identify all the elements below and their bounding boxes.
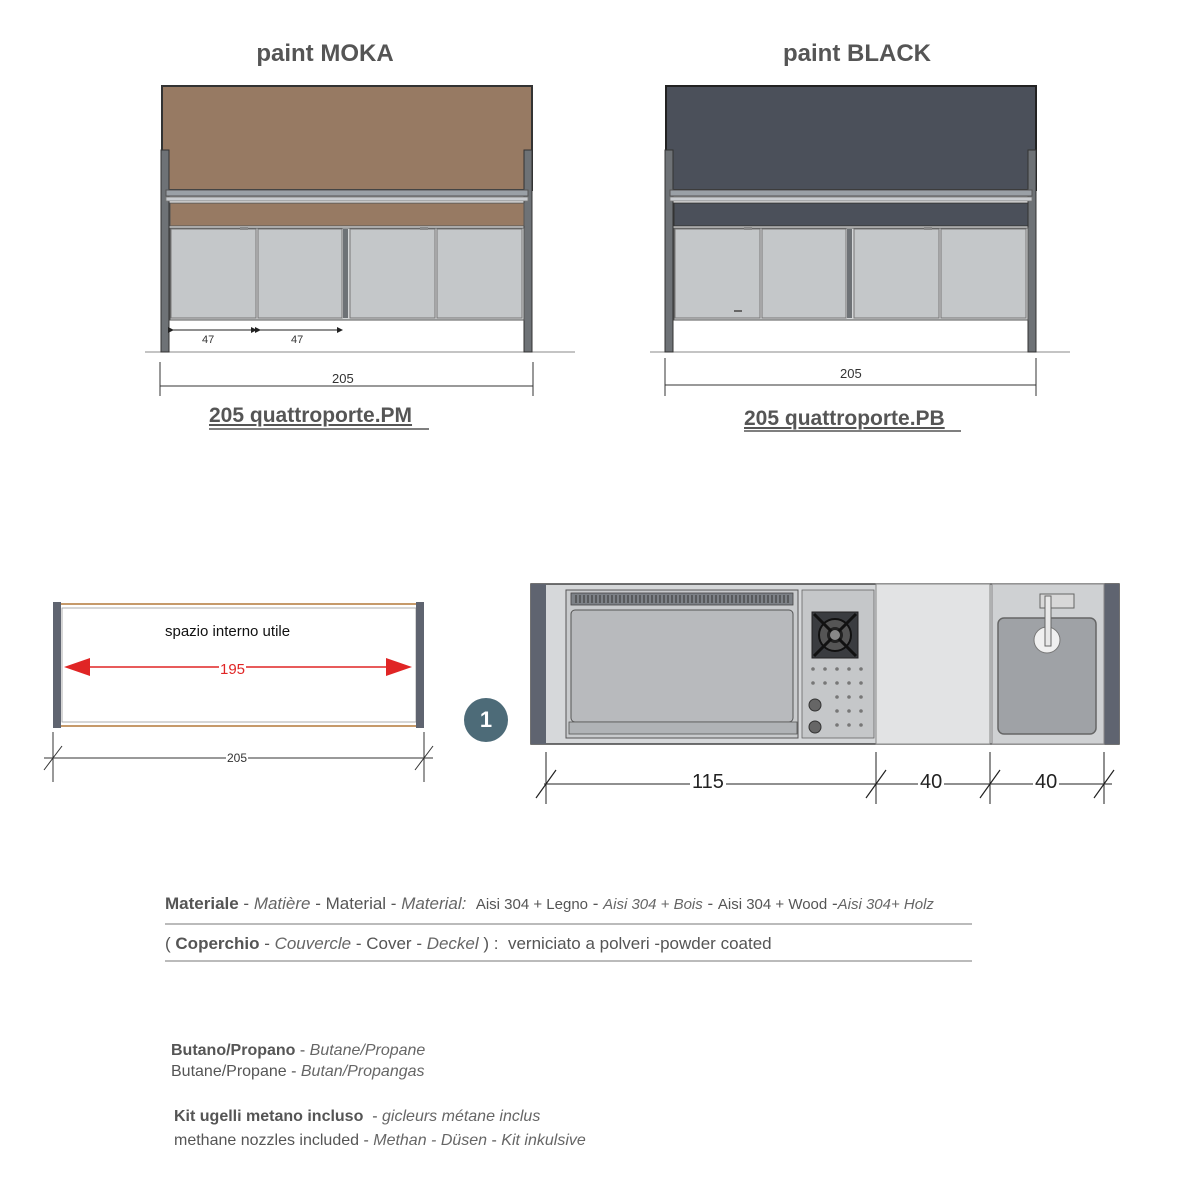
elevation-black — [650, 86, 1070, 396]
moka-model-name: 205 quattroporte.PM — [209, 404, 413, 427]
black-lid — [666, 86, 1036, 190]
cover-spec: ( Coperchio - Couvercle - Cover - Deckel ) : verniciato a polveri -powder coated — [165, 934, 772, 953]
kit-de-2: Kit inkulsive — [501, 1132, 586, 1149]
cover-de: Deckel — [426, 934, 479, 953]
gas-it: Butano/Propano — [171, 1042, 296, 1059]
kit-it: Kit ugelli metano incluso — [174, 1108, 364, 1125]
kit-fr: gicleurs métane inclus — [382, 1108, 541, 1125]
outer-width-label: 205 — [227, 751, 248, 765]
material-fr: Matière — [253, 894, 311, 913]
material-it: Materiale — [165, 894, 239, 913]
gas-line-2: Butane/Propane - Butan/Propangas — [171, 1063, 425, 1080]
black-band — [674, 203, 1028, 226]
cover-open-paren: ( — [165, 934, 171, 953]
material-en-value: Aisi 304 + Wood — [717, 896, 828, 913]
elevation-moka — [145, 86, 575, 396]
door-width-label-2: 47 — [291, 334, 304, 346]
item-number-badge: 1 — [464, 698, 508, 742]
material-en: Material — [325, 894, 387, 913]
door-width-label-1: 47 — [202, 334, 215, 346]
cover-it: Coperchio — [175, 934, 260, 953]
gas-en: Butane/Propane — [171, 1063, 287, 1080]
material-it-value: Aisi 304 + Legno — [475, 896, 588, 913]
black-title: paint BLACK — [783, 40, 931, 67]
kit-line-1: Kit ugelli metano incluso - gicleurs métane inclus — [174, 1108, 541, 1125]
inner-width-label: 195 — [220, 661, 246, 678]
dim-middle: 40 — [920, 771, 943, 793]
material-de: Material: — [401, 894, 467, 913]
material-de-value: Aisi 304+ Holz — [837, 896, 934, 913]
cover-close-paren: ) : — [483, 934, 499, 953]
moka-width-label: 205 — [332, 371, 354, 386]
cover-fr: Couvercle — [274, 934, 352, 953]
top-view — [531, 584, 1119, 804]
black-width-label: 205 — [840, 366, 862, 381]
material-spec: Materiale - Matière - Material - Material: Aisi 304 + Legno - Aisi 304 + Bois - Aisi 304 + Wood -Aisi 304+ Holz — [165, 894, 934, 913]
dim-sink: 40 — [1035, 771, 1058, 793]
cover-en: Cover — [366, 934, 412, 953]
kit-de-1: Methan - Düsen — [373, 1132, 488, 1149]
kit-en: methane nozzles included — [174, 1132, 360, 1149]
moka-band — [170, 203, 524, 226]
cover-value: verniciato a polveri -powder coated — [507, 934, 772, 953]
gas-line-1: Butano/Propano - Butane/Propane — [171, 1042, 426, 1059]
black-model-name: 205 quattroporte.PB — [744, 407, 945, 430]
interior-label: spazio interno utile — [165, 623, 291, 640]
moka-lid — [162, 86, 532, 190]
gas-fr: Butane/Propane — [309, 1042, 426, 1059]
gas-de: Butan/Propangas — [300, 1063, 425, 1080]
kit-line-2: methane nozzles included - Methan - Düsen - Kit inkulsive — [174, 1132, 586, 1149]
dim-cooking: 115 — [692, 771, 724, 793]
burner-icon — [812, 612, 858, 658]
material-fr-value: Aisi 304 + Bois — [603, 896, 703, 913]
moka-title: paint MOKA — [256, 40, 394, 67]
